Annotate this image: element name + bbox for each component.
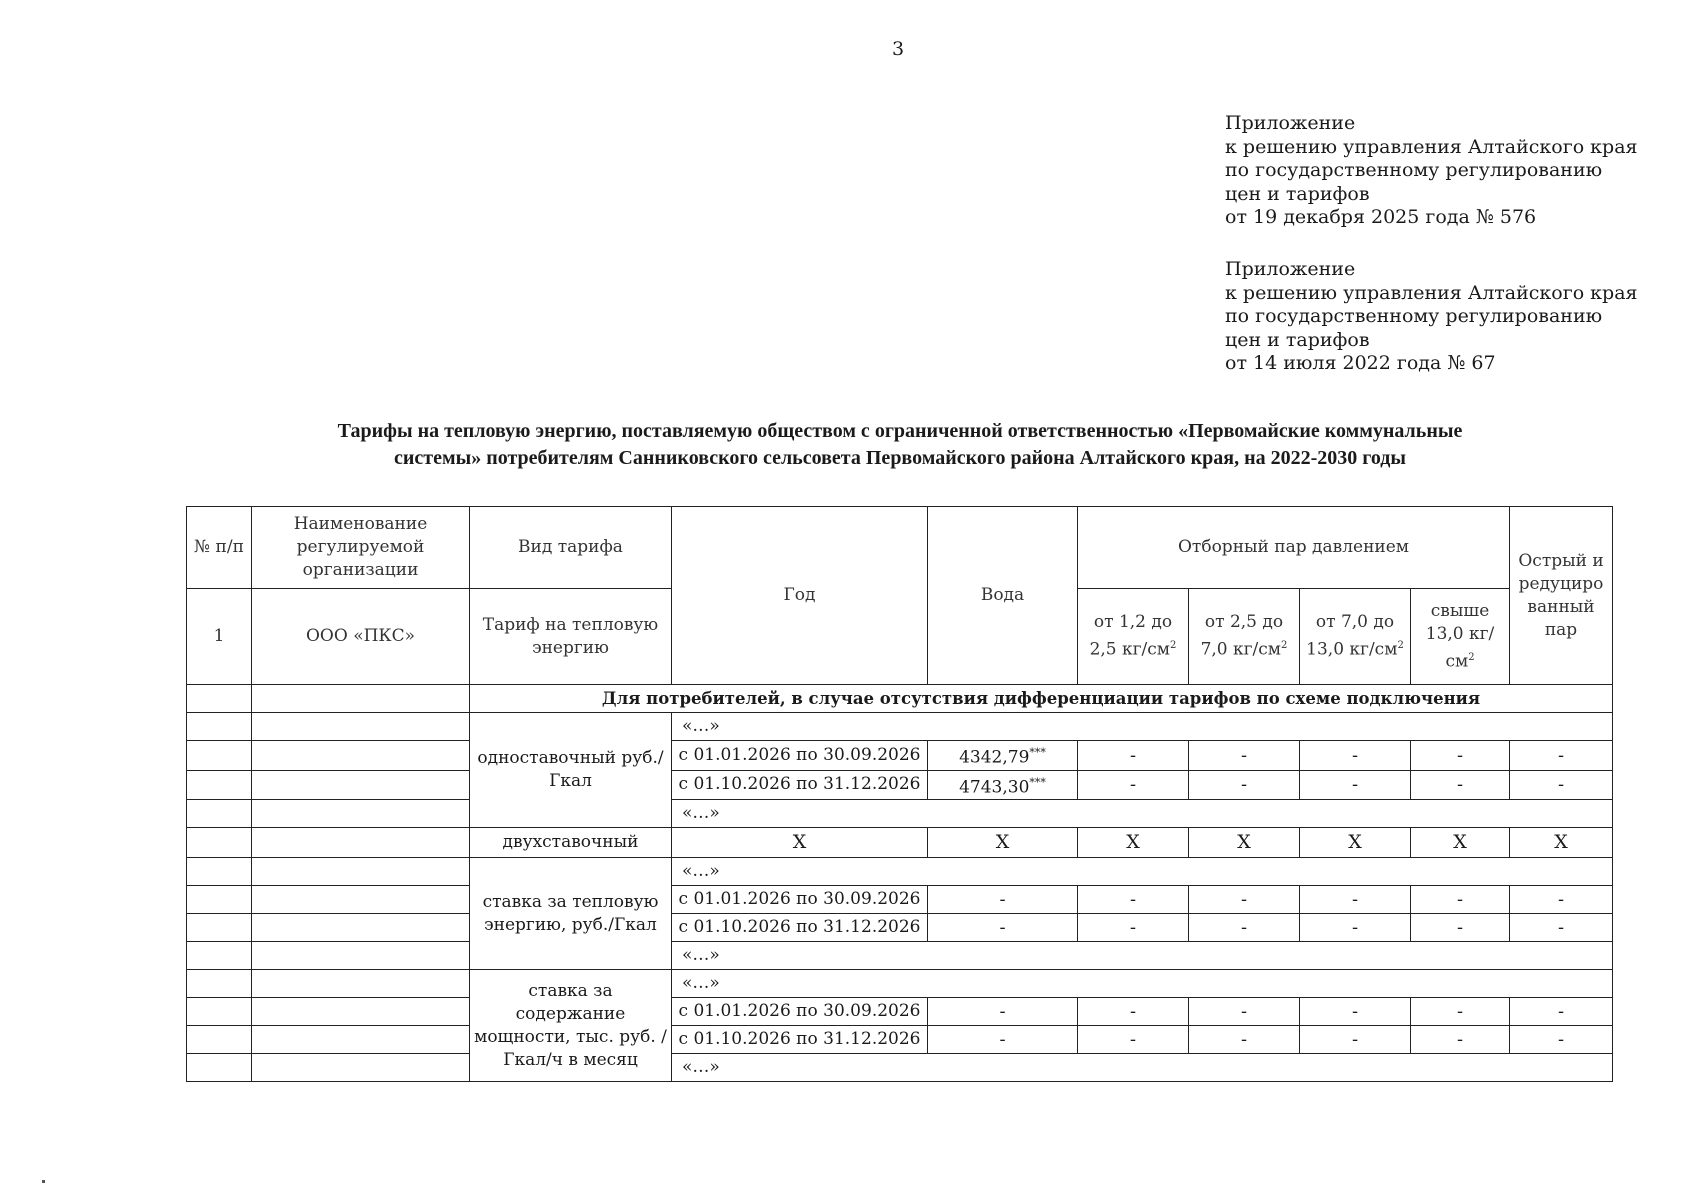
header-pressure-1: от 1,2 до 2,5 $кг/см^2$ — [1078, 589, 1189, 685]
empty-value-dash: - — [1300, 741, 1411, 771]
water-tariff: 4342,79*** — [928, 741, 1078, 771]
appendix-line: Приложение — [1225, 112, 1356, 134]
not-applicable-mark: X — [928, 828, 1078, 858]
title-line-2: системы» потребителям Санниковского сельсовета Первомайского района Алтайского края, на 2022-2030 годы — [393, 447, 1406, 469]
empty-value-dash: - — [1189, 914, 1300, 942]
header-pressure-3: от 7,0 до 13,0 $кг/см^2$ — [1300, 589, 1411, 685]
header-year: Год — [672, 507, 928, 685]
period: с 01.10.2026 по 31.12.2026 — [672, 770, 928, 800]
empty-value-dash: - — [1411, 1026, 1510, 1054]
appendix-line: цен и тарифов — [1225, 328, 1370, 351]
empty-cell — [252, 1026, 470, 1054]
empty-cell — [187, 800, 252, 828]
tariff-table — [186, 506, 1613, 1082]
empty-cell — [252, 970, 470, 998]
empty-cell — [187, 770, 252, 800]
empty-cell — [252, 914, 470, 942]
empty-cell — [187, 970, 252, 998]
header-org: Наименование регулируемой организации — [252, 507, 470, 589]
not-applicable-mark: X — [1189, 828, 1300, 858]
period: с 01.01.2026 по 30.09.2026 — [672, 741, 928, 771]
empty-value-dash: - — [1411, 914, 1510, 942]
header-pressure-2: от 2,5 до 7,0 $кг/см^2$ — [1189, 589, 1300, 685]
empty-value-dash: - — [1300, 998, 1411, 1026]
appendix-line: цен и тарифов — [1225, 182, 1370, 205]
empty-value-dash: - — [1189, 886, 1300, 914]
empty-value-dash: - — [1300, 770, 1411, 800]
empty-value-dash: - — [1300, 886, 1411, 914]
period: с 01.01.2026 по 30.09.2026 — [672, 886, 928, 914]
empty-value-dash: - — [1189, 998, 1300, 1026]
appendix-line: к решению управления Алтайского края — [1225, 135, 1638, 158]
header-steam-group: Отборный пар давлением — [1078, 507, 1510, 589]
header-tariff-type: Вид тарифа — [470, 507, 672, 589]
appendix-block-original — [1225, 258, 1638, 376]
heat-rate-label: ставка за тепловую энергию, руб./Гкал — [470, 858, 672, 970]
empty-value-dash: - — [1189, 741, 1300, 771]
two-rate-label: двухставочный — [470, 828, 672, 858]
empty-value-dash: - — [1078, 741, 1189, 771]
empty-value-dash: - — [1510, 998, 1613, 1026]
ellipsis: «…» — [672, 1054, 1613, 1082]
empty-value-dash: - — [1411, 770, 1510, 800]
appendix-block-current — [1225, 112, 1638, 230]
empty-cell — [187, 942, 252, 970]
water-tariff: 4743,30*** — [928, 770, 1078, 800]
capacity-rate-label: ставка за содержание мощности, тыс. руб. /Гкал/ч в месяц — [470, 970, 672, 1082]
empty-cell — [252, 741, 470, 771]
empty-value-dash: - — [1510, 886, 1613, 914]
header-pressure-4: свыше 13,0 $кг/см^2$ — [1411, 589, 1510, 685]
not-applicable-mark: X — [1078, 828, 1189, 858]
empty-cell — [187, 713, 252, 741]
not-applicable-mark: X — [1411, 828, 1510, 858]
empty-value-dash: - — [1510, 914, 1613, 942]
header-num: № п/п — [187, 507, 252, 589]
empty-value-dash: - — [928, 914, 1078, 942]
scan-speck — [42, 1180, 45, 1183]
empty-cell — [252, 998, 470, 1026]
empty-cell — [187, 858, 252, 886]
empty-value-dash: - — [1078, 770, 1189, 800]
appendix-line: от 19 декабря 2025 года № 576 — [1225, 206, 1537, 228]
page-number: 3 — [891, 38, 905, 60]
empty-cell — [187, 886, 252, 914]
empty-cell — [187, 828, 252, 858]
empty-value-dash: - — [928, 998, 1078, 1026]
empty-value-dash: - — [1078, 998, 1189, 1026]
empty-cell — [187, 998, 252, 1026]
empty-value-dash: - — [928, 886, 1078, 914]
cell-num: 1 — [187, 589, 252, 685]
empty-value-dash: - — [1078, 1026, 1189, 1054]
empty-cell — [252, 713, 470, 741]
empty-cell — [252, 1054, 470, 1082]
empty-cell — [252, 886, 470, 914]
empty-cell — [187, 914, 252, 942]
cell-tariff: Тариф на тепловую энергию — [470, 589, 672, 685]
empty-cell — [252, 858, 470, 886]
empty-value-dash: - — [1300, 1026, 1411, 1054]
ellipsis: «…» — [672, 970, 1613, 998]
ellipsis: «…» — [672, 942, 1613, 970]
empty-cell — [187, 1026, 252, 1054]
empty-cell — [252, 800, 470, 828]
empty-cell — [187, 1054, 252, 1082]
ellipsis: «…» — [672, 800, 1613, 828]
empty-value-dash: - — [1510, 741, 1613, 771]
not-applicable-mark: X — [1300, 828, 1411, 858]
period: с 01.01.2026 по 30.09.2026 — [672, 998, 928, 1026]
appendix-line: по государственному регулированию — [1225, 305, 1603, 327]
appendix-line: к решению управления Алтайского края — [1225, 281, 1638, 304]
empty-value-dash: - — [1411, 998, 1510, 1026]
empty-cell — [252, 942, 470, 970]
empty-cell — [252, 770, 470, 800]
empty-value-dash: - — [1411, 886, 1510, 914]
empty-value-dash: - — [1189, 1026, 1300, 1054]
empty-value-dash: - — [1510, 770, 1613, 800]
empty-cell — [252, 828, 470, 858]
one-rate-label: одноставочный руб./Гкал — [470, 713, 672, 828]
empty-value-dash: - — [1078, 886, 1189, 914]
title-line-1: Тарифы на тепловую энергию, поставляемую обществом с ограниченной ответственностью «Первомайские коммунальные — [337, 420, 1463, 442]
ellipsis: «…» — [672, 858, 1613, 886]
ellipsis: «…» — [672, 713, 1613, 741]
empty-value-dash: - — [1078, 914, 1189, 942]
empty-cell — [187, 741, 252, 771]
period: с 01.10.2026 по 31.12.2026 — [672, 1026, 928, 1054]
empty-value-dash: - — [1411, 741, 1510, 771]
not-applicable-mark: X — [1510, 828, 1613, 858]
section-title: Для потребителей, в случае отсутствия дифференциации тарифов по схеме подключения — [470, 685, 1613, 713]
period: с 01.10.2026 по 31.12.2026 — [672, 914, 928, 942]
cell-org: ООО «ПКС» — [252, 589, 470, 685]
appendix-line: по государственному регулированию — [1225, 159, 1603, 181]
empty-value-dash: - — [1510, 1026, 1613, 1054]
header-sharp-steam: Острый и редуциро ванный пар — [1510, 507, 1613, 685]
empty-value-dash: - — [1189, 770, 1300, 800]
header-water: Вода — [928, 507, 1078, 685]
empty-value-dash: - — [928, 1026, 1078, 1054]
empty-value-dash: - — [1300, 914, 1411, 942]
appendix-line: Приложение — [1225, 258, 1356, 280]
document-title — [190, 418, 1610, 472]
appendix-line: от 14 июля 2022 года № 67 — [1225, 352, 1496, 374]
not-applicable-mark: X — [672, 828, 928, 858]
